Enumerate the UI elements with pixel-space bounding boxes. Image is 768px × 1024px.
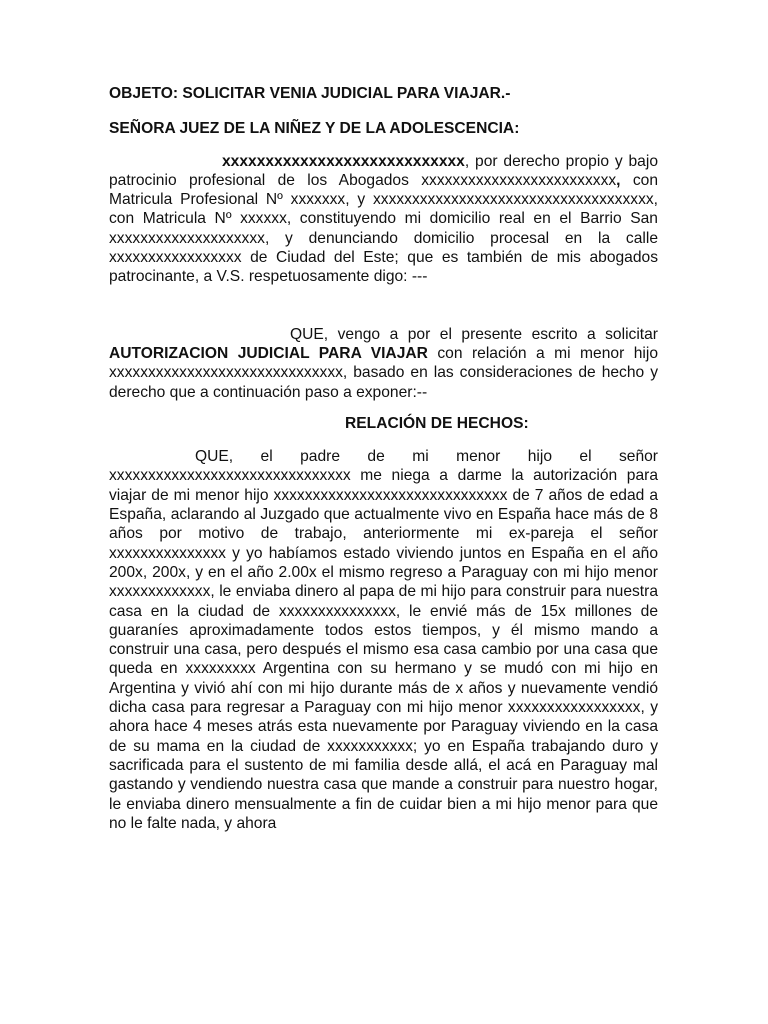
intro-bold-comma: , — [616, 171, 621, 189]
document-page — [109, 84, 658, 833]
relacion-heading: RELACIÓN DE HECHOS: — [345, 414, 529, 432]
spacer — [109, 402, 658, 414]
addressee-heading: SEÑORA JUEZ DE LA NIÑEZ Y DE LA ADOLESCENCIA: — [109, 120, 520, 138]
facts-text: QUE, el padre de mi menor hijo el señor xxxxxxxxxxxxxxxxxxxxxxxxxxxxxxx me niega a darme la autorización para viajar de mi menor hijo xxxxxxxxxxxxxxxxxxxxxxxxxxxxxx de 7 años de edad a España, aclarando al Juzgado que actualmente vivo en España hace más de 8 años por motivo de trabajo, anteriormente mi ex-pareja el señor xxxxxxxxxxxxxxx y yo habíamos estado viviendo juntos en España en el año 200x, 200x, y en el año 2.00x el mismo regreso a Paraguay con mi hijo menor xxxxxxxxxxxxx, le enviaba dinero al papa de mi hijo para construir para nuestra casa en la ciudad de xxxxxxxxxxxxxxx, le envié más de 15x millones de guaraníes aproximadamente todos estos tiempos, y él mismo mando a construir una casa, pero después el mismo esa casa cambio por una casa que queda en xxxxxxxxx Argentina con su hermano y se mudó con mi hijo en Argentina y vivió ahí con mi hijo durante más de x años y nuevamente vendió dicha casa para regresar a Paraguay con mi hijo menor xxxxxxxxxxxxxxxxx, y ahora hace 4 meses atrás esta nuevamente por Paraguay viviendo en la casa de su mama en la ciudad de xxxxxxxxxxx; yo en España trabajando duro y sacrificada para el sustento de mi familia desde allá, el acá en Paraguay mal gastando y vendiendo nuestra casa que mande a construir para nuestro hogar, le enviaba dinero mensualmente a fin de cuidar bien a mi hijo menor para que no le falte nada, y ahora — [109, 448, 658, 832]
intro-paragraph — [109, 152, 658, 287]
facts-paragraph — [109, 447, 658, 833]
intro-text-1: , por derecho propio y bajo patrocinio profesional de los Abogados xxxxxxxxxxxxxxxxxxxxxxxxx — [109, 152, 658, 189]
petitioner-name: xxxxxxxxxxxxxxxxxxxxxxxxxxxx — [222, 152, 465, 170]
spacer — [109, 287, 658, 325]
objeto-heading: OBJETO: SOLICITAR VENIA JUDICIAL PARA VIAJAR.- — [109, 85, 511, 102]
request-paragraph — [109, 325, 658, 402]
intro-text-2: con Matricula Profesional Nº xxxxxxx, y xxxxxxxxxxxxxxxxxxxxxxxxxxxxxxxxxxxx, con Matricula Nº xxxxxx, constituyendo mi domicilio real en el Barrio San xxxxxxxxxxxxxxxxxxxx, y denunciando domicilio procesal en la calle xxxxxxxxxxxxxxxxx de Ciudad del Este; que es también de mis abogados patrocinante, a V.S. respetuosamente digo: --- — [109, 171, 658, 286]
request-text-2: con relación a mi menor hijo xxxxxxxxxxxxxxxxxxxxxxxxxxxxxx, basado en las consideraciones de hecho y derecho que a continuación paso a exponer:-- — [109, 344, 658, 401]
request-text-1: QUE, vengo a por el presente escrito a solicitar — [290, 325, 658, 343]
request-bold: AUTORIZACION JUDICIAL PARA VIAJAR — [109, 344, 428, 362]
